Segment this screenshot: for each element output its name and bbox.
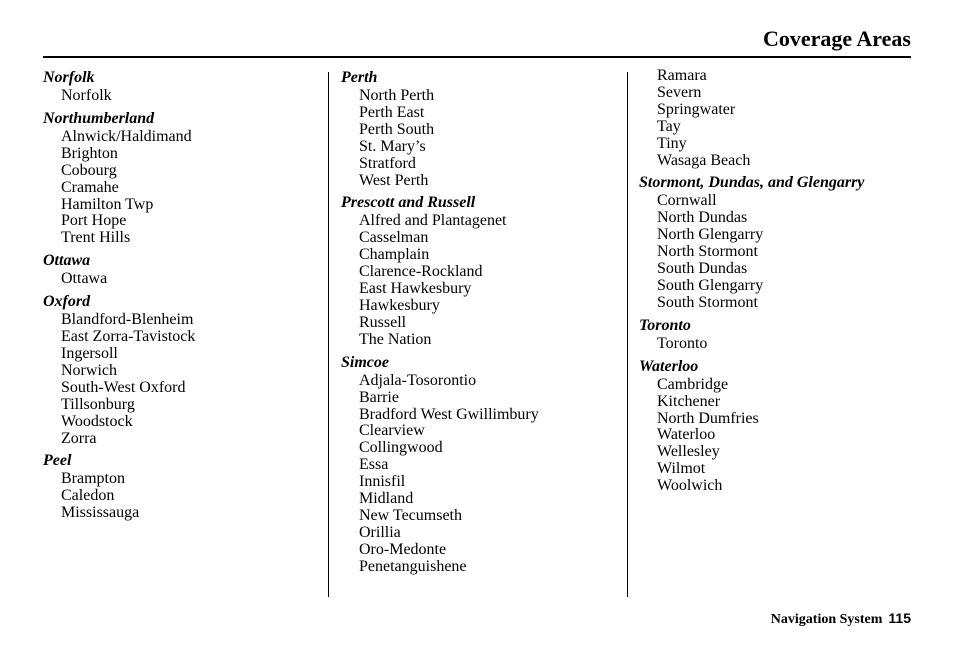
- place-item: Ingersoll: [61, 344, 118, 362]
- column-divider: [627, 72, 628, 597]
- place-list: [43, 312, 313, 447]
- place-item: Penetanguishene: [359, 557, 467, 575]
- region-section: [639, 68, 911, 169]
- place-item: East Zorra-Tavistock: [61, 328, 196, 346]
- place-item: South Stormont: [657, 293, 758, 311]
- place-item: Woolwich: [657, 477, 723, 495]
- place-list: [43, 471, 313, 522]
- place-item: Zorra: [61, 429, 97, 447]
- place-item: Alfred and Plantagenet: [359, 212, 507, 230]
- place-item: Brighton: [61, 144, 118, 162]
- place-item: Caledon: [61, 487, 115, 505]
- place-item: Cambridge: [657, 375, 729, 393]
- place-item: Casselman: [359, 229, 429, 247]
- place-item: Barrie: [359, 388, 399, 406]
- region-section: [43, 251, 313, 288]
- place-item: Oro-Medonte: [359, 540, 447, 558]
- place-item: Blandford-Blenheim: [61, 311, 194, 329]
- place-item: North Dumfries: [657, 409, 759, 427]
- column-3: [639, 68, 911, 495]
- region-section: [341, 353, 611, 576]
- place-item: Springwater: [657, 100, 736, 118]
- place-item: East Hawkesbury: [359, 280, 472, 298]
- place-item: Clarence-Rockland: [359, 263, 483, 281]
- place-list: [341, 213, 611, 348]
- region-heading: Ottawa: [43, 252, 91, 270]
- place-list: [639, 193, 911, 311]
- place-list: [639, 68, 911, 169]
- region-section: [639, 357, 911, 495]
- place-item: Waterloo: [657, 426, 716, 444]
- place-item: Cornwall: [657, 192, 717, 210]
- place-item: Perth South: [359, 120, 435, 138]
- place-item: Wasaga Beach: [657, 151, 751, 169]
- region-section: [341, 68, 611, 189]
- region-section: [639, 316, 911, 353]
- place-item: North Dundas: [657, 209, 748, 227]
- place-item: West Perth: [359, 171, 429, 189]
- place-item: Cobourg: [61, 161, 117, 179]
- place-list: [43, 88, 313, 105]
- place-item: Trent Hills: [61, 229, 131, 247]
- place-item: North Perth: [359, 87, 435, 104]
- region-heading: Northumberland: [43, 109, 155, 127]
- place-item: Innisfil: [359, 473, 406, 491]
- region-heading: Oxford: [43, 293, 91, 311]
- place-item: Orillia: [359, 523, 401, 541]
- place-list: [639, 336, 911, 353]
- footer-label: Navigation System: [770, 612, 883, 627]
- place-item: Toronto: [657, 334, 708, 352]
- place-list: [639, 377, 911, 495]
- place-item: Champlain: [359, 246, 430, 264]
- place-item: Stratford: [359, 154, 416, 172]
- region-section: [43, 68, 313, 105]
- place-list: [341, 373, 611, 576]
- place-item: Collingwood: [359, 439, 443, 457]
- place-item: Cramahe: [61, 178, 119, 196]
- region-heading: Prescott and Russell: [341, 194, 476, 212]
- place-item: South Dundas: [657, 260, 748, 278]
- page-number: 115: [888, 610, 911, 626]
- place-item: Wilmot: [657, 460, 706, 478]
- place-item: Bradford West Gwillimbury: [359, 405, 539, 423]
- place-item: New Tecumseth: [359, 506, 462, 524]
- place-list: [43, 129, 313, 247]
- page-title: Coverage Areas: [762, 26, 911, 51]
- region-section: [43, 109, 313, 247]
- place-item: Midland: [359, 490, 414, 508]
- place-item: Severn: [657, 83, 702, 101]
- place-item: Ottawa: [61, 270, 108, 288]
- place-item: Norwich: [61, 361, 117, 379]
- page-footer: [771, 610, 911, 628]
- region-section: [43, 451, 313, 522]
- region-heading: Waterloo: [639, 357, 699, 375]
- region-heading: Simcoe: [341, 353, 389, 371]
- place-item: Hamilton Twp: [61, 195, 154, 213]
- place-item: South-West Oxford: [61, 378, 186, 396]
- place-item: Adjala-Tosorontio: [359, 371, 477, 389]
- column-divider: [328, 72, 329, 597]
- place-item: Brampton: [61, 470, 125, 488]
- place-item: Tiny: [657, 134, 687, 152]
- region-section: [43, 292, 313, 447]
- region-heading: Toronto: [639, 316, 691, 334]
- region-heading: Perth: [341, 69, 378, 86]
- place-item: Perth East: [359, 103, 425, 121]
- region-section: [639, 173, 911, 311]
- place-list: [43, 271, 313, 288]
- column-2: [341, 68, 611, 576]
- place-item: Essa: [359, 456, 389, 474]
- place-item: Russell: [359, 313, 407, 331]
- title-divider: [43, 56, 911, 58]
- place-item: Woodstock: [61, 412, 133, 430]
- column-1: [43, 68, 313, 522]
- region-heading: Peel: [43, 452, 72, 470]
- place-item: Wellesley: [657, 443, 720, 461]
- place-item: Tillsonburg: [61, 395, 135, 413]
- place-item: Clearview: [359, 422, 425, 440]
- place-item: North Glengarry: [657, 226, 764, 244]
- place-item: Kitchener: [657, 392, 721, 410]
- place-item: Ramara: [657, 67, 707, 84]
- place-item: Alnwick/Haldimand: [61, 127, 192, 145]
- place-item: Port Hope: [61, 212, 127, 230]
- region-section: [341, 193, 611, 348]
- place-item: Norfolk: [61, 87, 112, 104]
- place-item: Hawkesbury: [359, 296, 440, 314]
- place-list: [341, 88, 611, 189]
- place-item: The Nation: [359, 330, 432, 348]
- place-item: St. Mary’s: [359, 137, 426, 155]
- place-item: Tay: [657, 117, 681, 135]
- place-item: Mississauga: [61, 504, 140, 522]
- place-item: South Glengarry: [657, 276, 764, 294]
- place-item: North Stormont: [657, 243, 758, 261]
- region-heading: Norfolk: [43, 69, 95, 86]
- region-heading: Stormont, Dundas, and Glengarry: [639, 174, 865, 192]
